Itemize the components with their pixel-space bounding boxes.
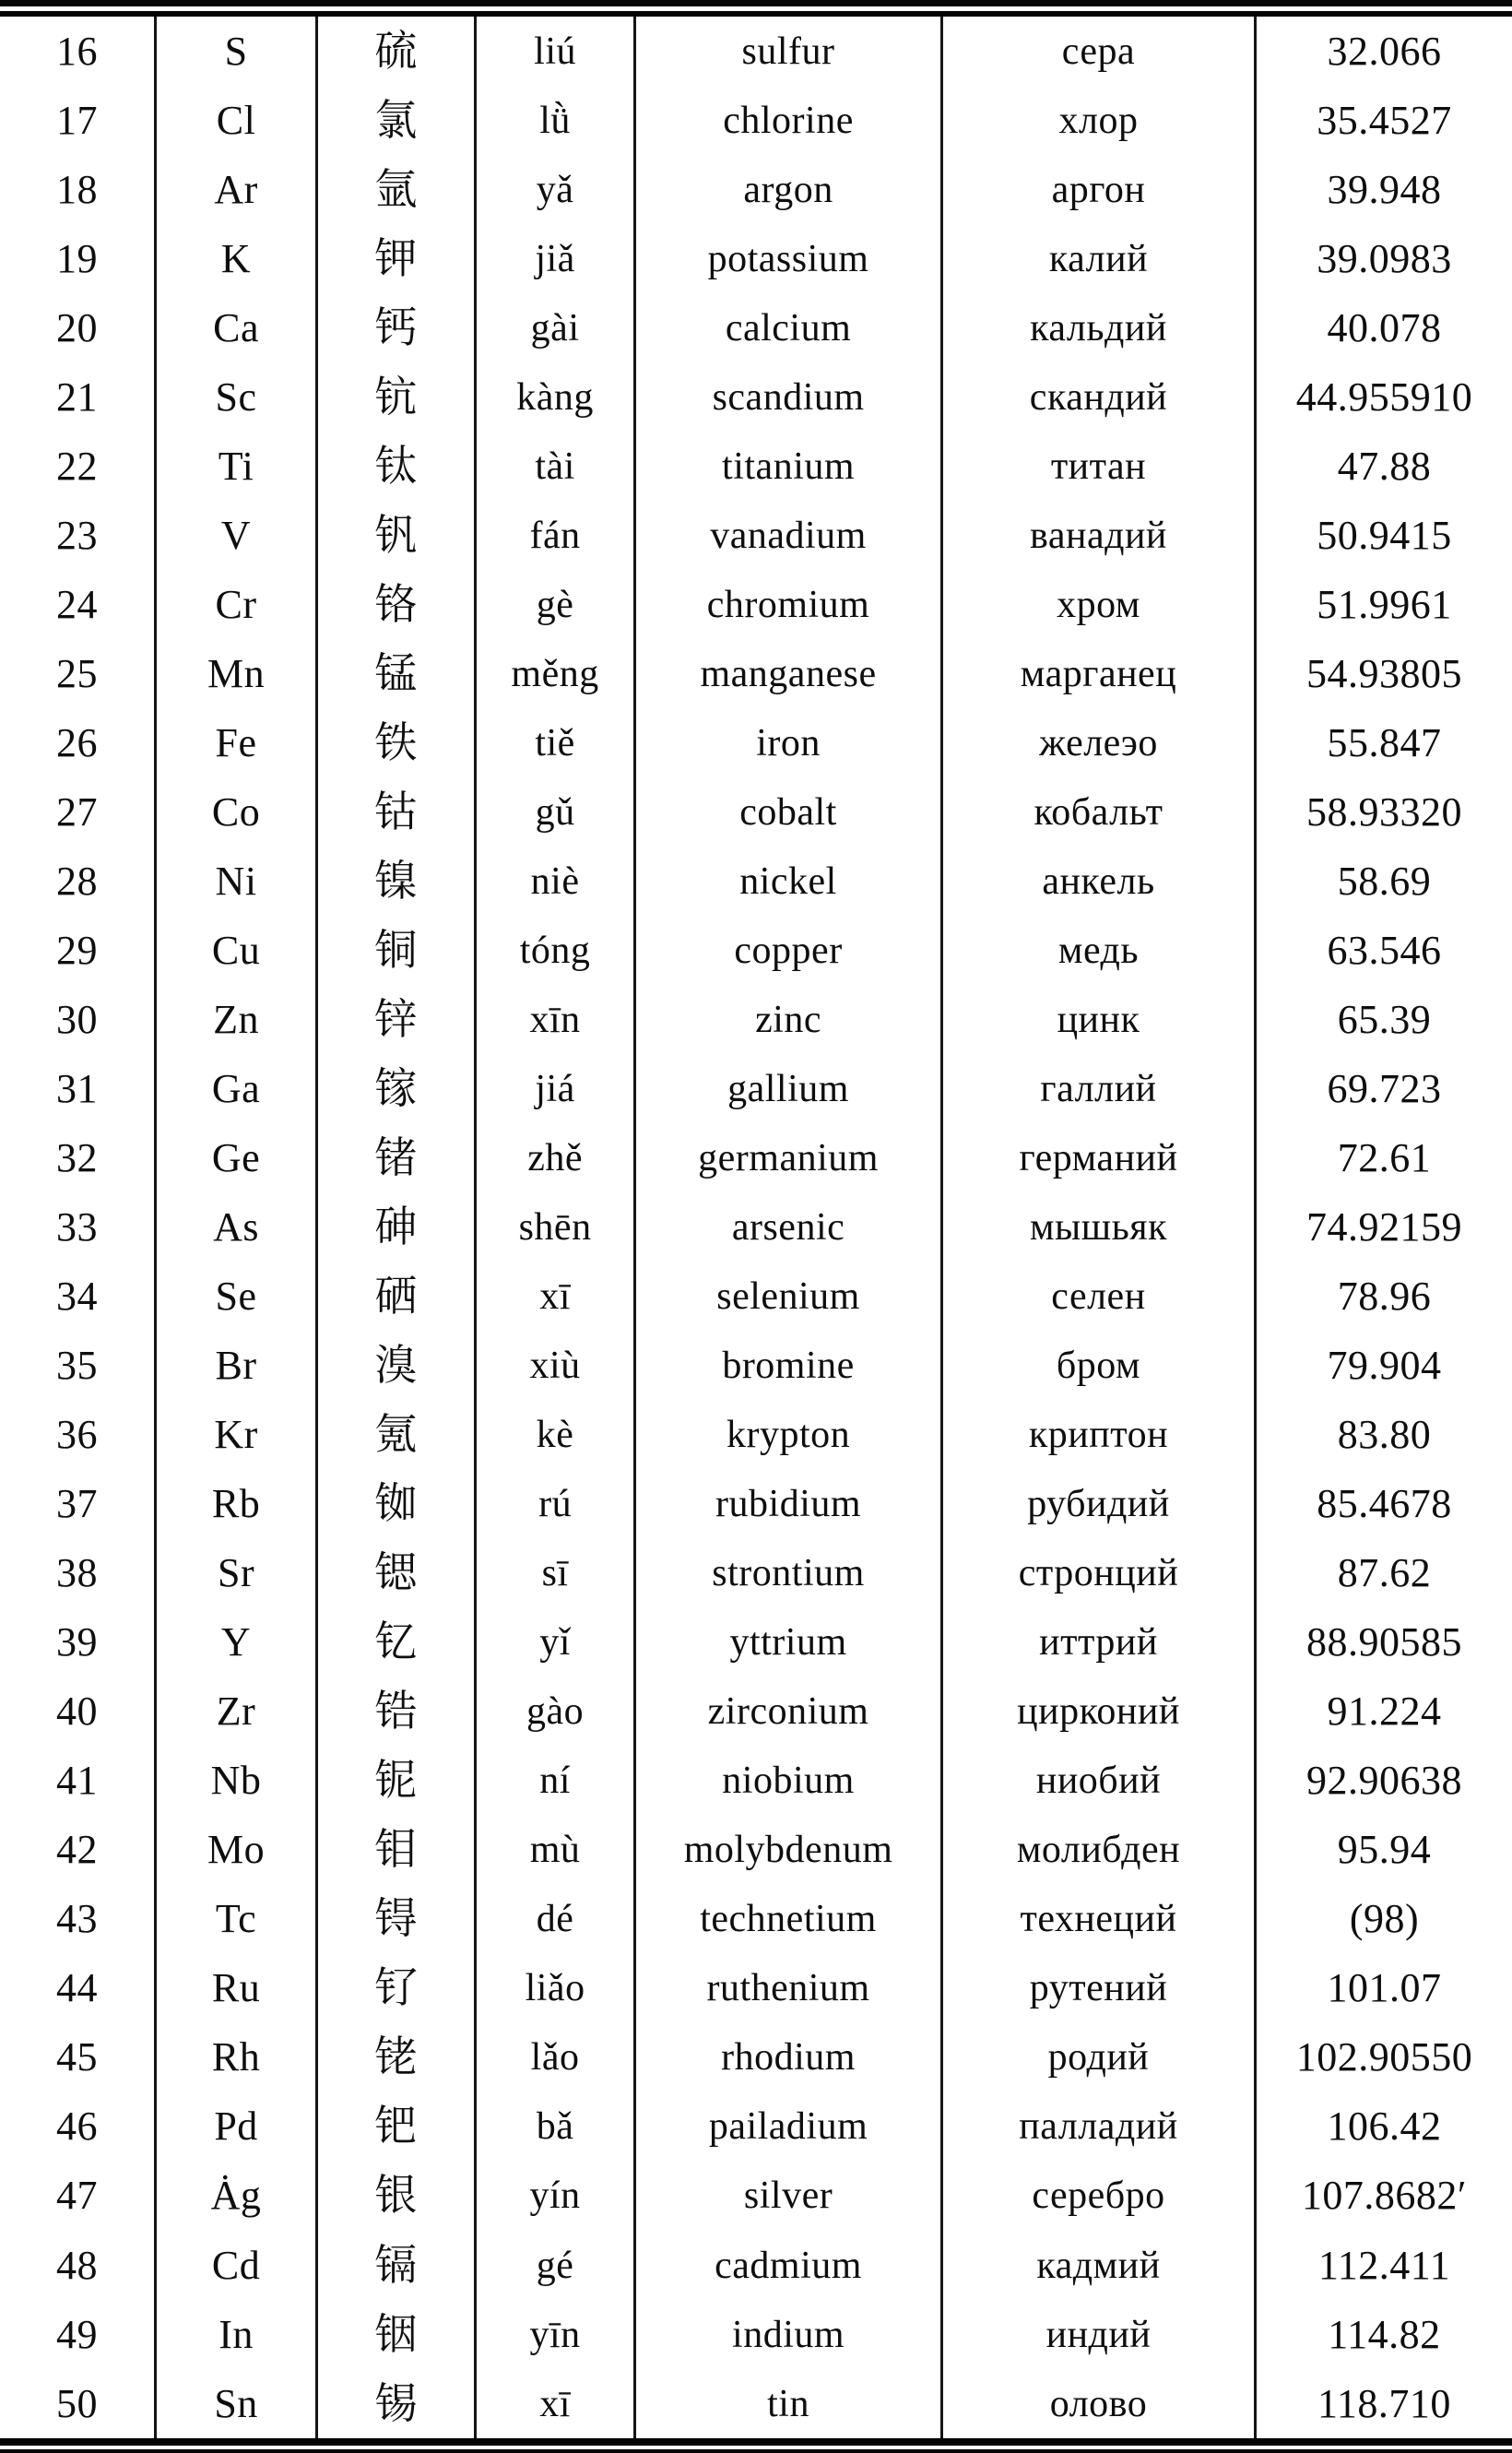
cell-atomic-number: 28	[0, 847, 157, 916]
cell-chinese: 砷	[318, 1193, 477, 1262]
cell-russian: серебро	[943, 2162, 1257, 2231]
cell-symbol: Ca	[157, 293, 318, 362]
cell-russian: родий	[943, 2023, 1257, 2092]
cell-symbol: Ga	[157, 1054, 318, 1123]
cell-russian: мышьяк	[943, 1193, 1257, 1262]
cell-pinyin: gài	[477, 293, 636, 362]
cell-atomic-mass: 63.546	[1327, 927, 1442, 973]
table-row	[0, 777, 1512, 847]
cell-chinese: 镓	[318, 1054, 477, 1123]
cell-english: niobium	[636, 1747, 943, 1816]
cell-english: cadmium	[636, 2231, 943, 2300]
table-row	[0, 2300, 1512, 2369]
cell-russian: кальдий	[943, 293, 1257, 362]
cell-english: argon	[636, 155, 943, 224]
cell-symbol: V	[157, 501, 318, 570]
cell-atomic-mass: 40.078	[1327, 304, 1442, 350]
cell-russian: ванадий	[943, 501, 1257, 570]
cell-english: manganese	[636, 639, 943, 708]
cell-russian: галлий	[943, 1054, 1257, 1123]
cell-english: zinc	[636, 985, 943, 1054]
table-row	[0, 2231, 1512, 2300]
cell-chinese: 锰	[318, 639, 477, 708]
cell-symbol: Cd	[157, 2231, 318, 2300]
cell-atomic-number: 32	[0, 1124, 157, 1193]
cell-russian: ниобий	[943, 1747, 1257, 1816]
table-row	[0, 1262, 1512, 1332]
cell-english: indium	[636, 2300, 943, 2369]
cell-atomic-number: 44	[0, 1954, 157, 2023]
cell-atomic-mass: 65.39	[1337, 996, 1432, 1042]
cell-atomic-mass: 91.224	[1327, 1689, 1442, 1735]
table-row	[0, 1747, 1512, 1816]
cell-chinese: 钌	[318, 1954, 477, 2023]
cell-russian: аргон	[943, 155, 1257, 224]
cell-chinese: 钯	[318, 2092, 477, 2162]
cell-atomic-mass: 72.61	[1337, 1135, 1432, 1181]
cell-atomic-mass: 32.066	[1327, 28, 1442, 74]
cell-russian: сера	[943, 17, 1257, 86]
cell-english: rhodium	[636, 2023, 943, 2092]
cell-russian: хром	[943, 570, 1257, 639]
cell-atomic-number: 36	[0, 1401, 157, 1470]
cell-pinyin: kàng	[477, 362, 636, 432]
cell-russian: селен	[943, 1262, 1257, 1332]
cell-russian: медь	[943, 916, 1257, 985]
cell-atomic-mass: (98)	[1349, 1896, 1420, 1942]
cell-atomic-mass: 54.93805	[1305, 650, 1462, 696]
cell-pinyin: yīn	[477, 2300, 636, 2369]
cell-english: copper	[636, 916, 943, 985]
cell-chinese: 锡	[318, 2369, 477, 2438]
cell-symbol: Ȧg	[157, 2162, 318, 2231]
cell-atomic-mass: 118.710	[1317, 2380, 1451, 2426]
cell-symbol: Fe	[157, 708, 318, 777]
cell-atomic-mass: 74.92159	[1305, 1204, 1462, 1250]
cell-english: chlorine	[636, 86, 943, 155]
cell-chinese: 铑	[318, 2023, 477, 2092]
cell-atomic-mass: 69.723	[1327, 1065, 1442, 1111]
cell-pinyin: tiě	[477, 708, 636, 777]
cell-russian: желеэо	[943, 708, 1257, 777]
cell-english: vanadium	[636, 501, 943, 570]
cell-english: technetium	[636, 1885, 943, 1954]
cell-atomic-mass: 102.90550	[1295, 2034, 1473, 2080]
cell-atomic-number: 50	[0, 2369, 157, 2438]
table-row	[0, 2092, 1512, 2162]
cell-pinyin: liú	[477, 17, 636, 86]
cell-atomic-number: 47	[0, 2162, 157, 2231]
cell-pinyin: jiá	[477, 1054, 636, 1123]
cell-symbol: Se	[157, 1262, 318, 1332]
cell-pinyin: shēn	[477, 1193, 636, 1262]
table-row	[0, 432, 1512, 501]
table-row	[0, 1124, 1512, 1193]
cell-russian: криптон	[943, 1401, 1257, 1470]
cell-atomic-number: 23	[0, 501, 157, 570]
cell-russian: цирконий	[943, 1677, 1257, 1747]
cell-symbol: Pd	[157, 2092, 318, 2162]
cell-russian: рутений	[943, 1954, 1257, 2023]
cell-atomic-number: 21	[0, 362, 157, 432]
table-row	[0, 847, 1512, 916]
cell-symbol: As	[157, 1193, 318, 1262]
cell-symbol: Cu	[157, 916, 318, 985]
cell-atomic-number: 37	[0, 1470, 157, 1539]
cell-atomic-mass: 58.93320	[1305, 788, 1462, 835]
cell-pinyin: dé	[477, 1885, 636, 1954]
cell-symbol: Nb	[157, 1747, 318, 1816]
table-row	[0, 1539, 1512, 1608]
cell-chinese: 硫	[318, 17, 477, 86]
cell-russian: индий	[943, 2300, 1257, 2369]
cell-english: krypton	[636, 1401, 943, 1470]
cell-russian: хлор	[943, 86, 1257, 155]
cell-english: germanium	[636, 1124, 943, 1193]
cell-symbol: Ni	[157, 847, 318, 916]
cell-chinese: 氪	[318, 1401, 477, 1470]
cell-symbol: Sr	[157, 1539, 318, 1608]
table-row	[0, 985, 1512, 1054]
cell-chinese: 铁	[318, 708, 477, 777]
cell-russian: германий	[943, 1124, 1257, 1193]
cell-russian: кобальт	[943, 777, 1257, 847]
cell-atomic-mass: 35.4527	[1317, 97, 1452, 143]
cell-pinyin: xī	[477, 2369, 636, 2438]
cell-english: tin	[636, 2369, 943, 2438]
cell-russian: калий	[943, 224, 1257, 293]
table-row	[0, 501, 1512, 570]
cell-atomic-mass: 39.948	[1327, 166, 1442, 212]
cell-pinyin: bǎ	[477, 2092, 636, 2162]
table-row	[0, 293, 1512, 362]
cell-chinese: 氩	[318, 155, 477, 224]
cell-english: scandium	[636, 362, 943, 432]
cell-pinyin: sī	[477, 1539, 636, 1608]
cell-english: pailadium	[636, 2092, 943, 2162]
table-row	[0, 17, 1512, 86]
table-row	[0, 362, 1512, 432]
table-row	[0, 708, 1512, 777]
cell-pinyin: lǎo	[477, 2023, 636, 2092]
cell-russian: рубидий	[943, 1470, 1257, 1539]
cell-chinese: 铌	[318, 1747, 477, 1816]
table-row	[0, 1332, 1512, 1401]
cell-atomic-number: 24	[0, 570, 157, 639]
cell-symbol: Zr	[157, 1677, 318, 1747]
cell-russian: скандий	[943, 362, 1257, 432]
cell-symbol: Y	[157, 1608, 318, 1677]
cell-atomic-number: 49	[0, 2300, 157, 2369]
cell-atomic-number: 42	[0, 1816, 157, 1885]
cell-pinyin: xī	[477, 1262, 636, 1332]
cell-atomic-number: 17	[0, 86, 157, 155]
cell-chinese: 钒	[318, 501, 477, 570]
cell-atomic-number: 34	[0, 1262, 157, 1332]
cell-pinyin: gǔ	[477, 777, 636, 847]
cell-atomic-mass: 85.4678	[1317, 1481, 1452, 1527]
cell-atomic-number: 27	[0, 777, 157, 847]
cell-symbol: Ge	[157, 1124, 318, 1193]
cell-english: nickel	[636, 847, 943, 916]
cell-symbol: Ar	[157, 155, 318, 224]
cell-atomic-number: 46	[0, 2092, 157, 2162]
cell-chinese: 钾	[318, 224, 477, 293]
cell-pinyin: niè	[477, 847, 636, 916]
table-row	[0, 224, 1512, 293]
cell-symbol: Sc	[157, 362, 318, 432]
cell-atomic-mass: 101.07	[1327, 1965, 1442, 2011]
cell-atomic-mass: 95.94	[1337, 1827, 1432, 1873]
cell-chinese: 钛	[318, 432, 477, 501]
cell-chinese: 氯	[318, 86, 477, 155]
cell-english: arsenic	[636, 1193, 943, 1262]
cell-english: sulfur	[636, 17, 943, 86]
table-row	[0, 2023, 1512, 2092]
cell-pinyin: liǎo	[477, 1954, 636, 2023]
cell-symbol: Tc	[157, 1885, 318, 1954]
cell-chinese: 银	[318, 2162, 477, 2231]
cell-atomic-mass: 51.9961	[1317, 581, 1452, 627]
cell-atomic-number: 39	[0, 1608, 157, 1677]
cell-pinyin: gè	[477, 570, 636, 639]
cell-symbol: Cl	[157, 86, 318, 155]
cell-atomic-number: 48	[0, 2231, 157, 2300]
cell-chinese: 锶	[318, 1539, 477, 1608]
table-row	[0, 1193, 1512, 1262]
cell-atomic-mass: 79.904	[1327, 1343, 1442, 1389]
cell-atomic-number: 45	[0, 2023, 157, 2092]
cell-atomic-mass: 107.8682ʹ	[1301, 2173, 1468, 2219]
bottom-rule-inner	[0, 2449, 1512, 2453]
cell-english: zirconium	[636, 1677, 943, 1747]
table-row	[0, 1054, 1512, 1123]
cell-atomic-number: 33	[0, 1193, 157, 1262]
cell-symbol: Zn	[157, 985, 318, 1054]
cell-atomic-number: 18	[0, 155, 157, 224]
cell-pinyin: xiù	[477, 1332, 636, 1401]
table-row	[0, 639, 1512, 708]
table-row	[0, 1470, 1512, 1539]
cell-pinyin: zhě	[477, 1124, 636, 1193]
cell-pinyin: ní	[477, 1747, 636, 1816]
table-row	[0, 1677, 1512, 1747]
cell-atomic-number: 30	[0, 985, 157, 1054]
table-row	[0, 2369, 1512, 2438]
cell-symbol: Sn	[157, 2369, 318, 2438]
cell-english: gallium	[636, 1054, 943, 1123]
table-row	[0, 1954, 1512, 2023]
cell-symbol: Rb	[157, 1470, 318, 1539]
cell-pinyin: mù	[477, 1816, 636, 1885]
table-row	[0, 916, 1512, 985]
cell-russian: олово	[943, 2369, 1257, 2438]
cell-atomic-mass: 92.90638	[1305, 1758, 1462, 1804]
cell-symbol: S	[157, 17, 318, 86]
cell-pinyin: jiǎ	[477, 224, 636, 293]
cell-atomic-mass: 47.88	[1337, 443, 1432, 489]
cell-pinyin: gào	[477, 1677, 636, 1747]
cell-pinyin: lǜ	[477, 86, 636, 155]
top-rule-outer	[0, 0, 1512, 6]
cell-atomic-mass: 87.62	[1337, 1550, 1432, 1596]
cell-chinese: 钇	[318, 1608, 477, 1677]
cell-atomic-mass: 55.847	[1327, 719, 1442, 765]
cell-english: titanium	[636, 432, 943, 501]
cell-chinese: 铷	[318, 1470, 477, 1539]
cell-symbol: Mn	[157, 639, 318, 708]
cell-chinese: 锗	[318, 1124, 477, 1193]
cell-chinese: 钼	[318, 1816, 477, 1885]
cell-russian: цинк	[943, 985, 1257, 1054]
cell-chinese: 镍	[318, 847, 477, 916]
cell-symbol: Kr	[157, 1401, 318, 1470]
cell-symbol: Cr	[157, 570, 318, 639]
cell-pinyin: měng	[477, 639, 636, 708]
cell-atomic-number: 16	[0, 17, 157, 86]
cell-chinese: 铟	[318, 2300, 477, 2369]
cell-chinese: 钙	[318, 293, 477, 362]
cell-chinese: 锌	[318, 985, 477, 1054]
cell-russian: технеций	[943, 1885, 1257, 1954]
cell-symbol: Ti	[157, 432, 318, 501]
cell-atomic-number: 29	[0, 916, 157, 985]
cell-chinese: 钴	[318, 777, 477, 847]
cell-chinese: 镉	[318, 2231, 477, 2300]
cell-pinyin: yǐ	[477, 1608, 636, 1677]
table-row	[0, 570, 1512, 639]
cell-atomic-number: 38	[0, 1539, 157, 1608]
cell-chinese: 铬	[318, 570, 477, 639]
table-row	[0, 1816, 1512, 1885]
cell-chinese: 铜	[318, 916, 477, 985]
cell-pinyin: tài	[477, 432, 636, 501]
cell-russian: иттрий	[943, 1608, 1257, 1677]
cell-pinyin: yǎ	[477, 155, 636, 224]
cell-atomic-mass: 39.0983	[1317, 235, 1452, 281]
cell-english: calcium	[636, 293, 943, 362]
cell-english: silver	[636, 2162, 943, 2231]
cell-atomic-mass: 106.42	[1327, 2103, 1442, 2150]
cell-russian: бром	[943, 1332, 1257, 1401]
cell-pinyin: gé	[477, 2231, 636, 2300]
cell-pinyin: fán	[477, 501, 636, 570]
cell-symbol: In	[157, 2300, 318, 2369]
cell-russian: палладий	[943, 2092, 1257, 2162]
cell-pinyin: yín	[477, 2162, 636, 2231]
cell-atomic-number: 20	[0, 293, 157, 362]
cell-chinese: 硒	[318, 1262, 477, 1332]
cell-english: ruthenium	[636, 1954, 943, 2023]
cell-atomic-mass: 58.69	[1337, 858, 1432, 904]
cell-atomic-mass: 78.96	[1337, 1274, 1432, 1320]
cell-russian: марганец	[943, 639, 1257, 708]
cell-chinese: 溴	[318, 1332, 477, 1401]
cell-russian: молибден	[943, 1816, 1257, 1885]
cell-atomic-number: 35	[0, 1332, 157, 1401]
cell-english: bromine	[636, 1332, 943, 1401]
cell-atomic-number: 31	[0, 1054, 157, 1123]
table-row	[0, 1401, 1512, 1470]
cell-english: potassium	[636, 224, 943, 293]
cell-russian: титан	[943, 432, 1257, 501]
cell-atomic-mass: 112.411	[1317, 2242, 1451, 2288]
table-row	[0, 155, 1512, 224]
cell-symbol: Rh	[157, 2023, 318, 2092]
table-row	[0, 1608, 1512, 1677]
cell-pinyin: kè	[477, 1401, 636, 1470]
cell-russian: кадмий	[943, 2231, 1257, 2300]
cell-atomic-mass: 114.82	[1328, 2311, 1441, 2357]
cell-atomic-mass: 50.9415	[1317, 512, 1452, 558]
cell-symbol: Ru	[157, 1954, 318, 2023]
cell-atomic-number: 25	[0, 639, 157, 708]
table-row	[0, 1885, 1512, 1954]
table-row	[0, 86, 1512, 155]
cell-atomic-number: 19	[0, 224, 157, 293]
cell-english: iron	[636, 708, 943, 777]
cell-symbol: K	[157, 224, 318, 293]
cell-chinese: 锆	[318, 1677, 477, 1747]
cell-english: rubidium	[636, 1470, 943, 1539]
cell-english: yttrium	[636, 1608, 943, 1677]
cell-pinyin: tóng	[477, 916, 636, 985]
table-row	[0, 2162, 1512, 2231]
cell-english: strontium	[636, 1539, 943, 1608]
cell-english: molybdenum	[636, 1816, 943, 1885]
cell-atomic-number: 43	[0, 1885, 157, 1954]
cell-atomic-mass: 88.90585	[1305, 1619, 1462, 1665]
cell-russian: анкель	[943, 847, 1257, 916]
cell-english: selenium	[636, 1262, 943, 1332]
cell-atomic-mass: 44.955910	[1295, 373, 1473, 420]
cell-atomic-number: 40	[0, 1677, 157, 1747]
cell-symbol: Mo	[157, 1816, 318, 1885]
cell-atomic-number: 41	[0, 1747, 157, 1816]
cell-pinyin: xīn	[477, 985, 636, 1054]
cell-atomic-mass: 83.80	[1337, 1412, 1432, 1458]
cell-english: chromium	[636, 570, 943, 639]
cell-russian: стронций	[943, 1539, 1257, 1608]
cell-chinese: 锝	[318, 1885, 477, 1954]
cell-atomic-number: 22	[0, 432, 157, 501]
cell-symbol: Co	[157, 777, 318, 847]
cell-english: cobalt	[636, 777, 943, 847]
cell-chinese: 钪	[318, 362, 477, 432]
cell-atomic-number: 26	[0, 708, 157, 777]
element-table-body	[0, 17, 1512, 2438]
cell-pinyin: rú	[477, 1470, 636, 1539]
cell-symbol: Br	[157, 1332, 318, 1401]
bottom-rule-outer	[0, 2438, 1512, 2446]
